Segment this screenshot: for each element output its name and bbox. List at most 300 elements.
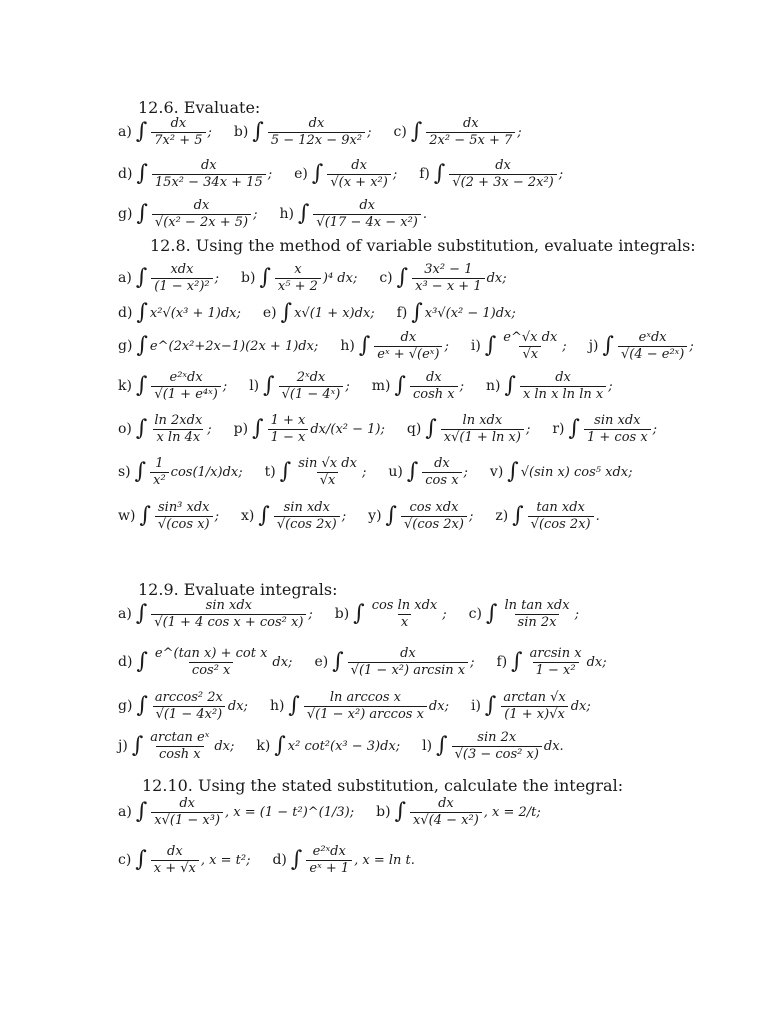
fraction-numerator: cos xdx [409,500,459,515]
fraction [151,796,223,828]
fraction-numerator: dx [438,796,454,811]
expression-tail: ; [267,166,273,182]
fraction [304,690,427,722]
problem-label: g) [118,206,133,223]
problem-label: s) [118,464,131,481]
problem-label: j) [118,738,128,755]
fraction [150,456,169,488]
fraction-denominator: √(cos 2x) [274,516,340,533]
fraction [151,413,205,445]
problem-row [118,158,728,190]
integral-sign-icon: ∫ [135,601,148,627]
fraction [452,730,542,762]
expression-tail: x² cot²(x³ − 3)dx; [287,738,401,754]
fraction-numerator: dx [400,330,417,345]
problem-label: f) [396,305,408,321]
problem-item [241,262,357,294]
fraction-numerator: sin³ xdx [157,500,210,515]
fraction-denominator: x [398,614,411,631]
fraction-denominator: √(1 + 4 cos x + cos² x) [151,614,306,631]
problem-item [249,370,350,402]
problem-label: z) [495,508,509,525]
fraction-denominator: cos² x [189,662,233,679]
fraction-numerator: 1 [155,456,164,471]
problem-label: p) [233,421,249,438]
fraction-numerator: sin √x dx [298,456,357,471]
problem-item [118,116,212,148]
integral-sign-icon: ∫ [332,649,344,675]
problem-label: d) [272,852,287,869]
problem-label: l) [422,738,433,755]
problem-item [471,330,567,362]
fraction-numerator: arctan √x [503,690,566,705]
problem-item [388,456,468,488]
fraction-denominator: cosh x [410,386,458,403]
problem-label: k) [118,378,132,395]
fraction [584,413,651,445]
expression-tail: ; [207,421,212,437]
problem-label: y) [368,508,382,525]
integral-sign-icon: ∫ [406,459,419,485]
fraction-numerator: dx [434,456,450,471]
problem-label: c) [393,124,407,141]
fraction [268,413,309,445]
problem-label: l) [249,378,260,395]
integral-sign-icon: ∫ [131,733,144,759]
fraction-denominator: sin 2x [515,614,560,631]
fraction-numerator: arccos² 2x [154,690,223,705]
problem-row [118,796,728,828]
problem-item [263,302,375,324]
expression-tail: ; [689,338,694,354]
integral-sign-icon: ∫ [511,649,523,675]
fraction [374,330,442,362]
fraction-numerator: 3x² − 1 [424,262,473,277]
fraction-denominator: cos x [422,472,461,489]
problem-item [486,370,613,402]
integral-sign-icon: ∫ [353,601,365,627]
fraction-denominator: eˣ + 1 [306,860,352,877]
fraction [410,370,458,402]
integral-sign-icon: ∫ [136,300,148,325]
problem-item [279,198,427,230]
fraction [152,198,251,230]
integral-sign-icon: ∫ [135,799,148,825]
problem-item [118,158,272,190]
integral-sign-icon: ∫ [602,333,614,359]
problem-label: a) [118,606,132,623]
fraction-numerator: ln arccos x [329,690,401,705]
fraction-numerator: dx [200,158,217,173]
fraction-numerator: e^√x dx [503,330,558,345]
expression-tail: , x = (1 − t²)^(1/3); [225,804,355,820]
problem-row [118,198,728,230]
problem-row [118,730,728,762]
problem-row [118,456,728,488]
integral-sign-icon: ∫ [297,201,310,227]
fraction [151,116,205,148]
fraction-denominator: x√(1 − x³) [151,812,223,829]
problem-label: g) [118,338,133,355]
integral-sign-icon: ∫ [436,733,448,759]
expression-tail: ; [558,166,564,182]
fraction-denominator: √(1 − x²) arccos x [304,706,427,723]
problem-label: b) [376,804,391,821]
fraction-numerator: ln tan xdx [504,598,570,613]
problem-item [471,690,591,722]
expression-tail: ; [525,421,531,437]
fraction [449,158,556,190]
problem-label: t) [264,464,276,481]
problem-item [118,730,234,762]
integral-sign-icon: ∫ [512,503,524,529]
problem-label: x) [240,508,255,525]
problem-label: h) [279,206,294,223]
problem-label: r) [552,421,565,438]
problem-label: o) [118,421,132,438]
integral-sign-icon: ∫ [136,333,148,359]
section-heading: 12.8. Using the method of variable substitution, evaluate integrals: [150,236,696,255]
problem-item [118,844,250,876]
fraction [279,370,344,402]
fraction [152,158,266,190]
integral-sign-icon: ∫ [504,373,516,399]
problem-item [118,500,219,532]
expression-tail: dx; [570,698,591,714]
expression-tail: dx/(x² − 1); [310,421,385,437]
section-heading: 12.6. Evaluate: [138,98,261,117]
problem-label: d) [118,305,133,321]
problem-label: m) [371,378,391,395]
fraction [313,198,420,230]
fraction-denominator: eˣ + √(eˣ) [374,346,442,363]
problem-item [118,262,219,294]
fraction [401,500,467,532]
integral-sign-icon: ∫ [394,373,406,399]
fraction-denominator: √(17 − 4x − x²) [313,214,420,231]
fraction [422,456,461,488]
expression-tail: ; [207,124,212,140]
problem-item [469,598,579,630]
fraction [151,844,199,876]
fraction [155,500,213,532]
expression-tail: ; [562,338,567,354]
integral-sign-icon: ∫ [385,503,397,529]
fraction-denominator: x² [150,472,169,489]
expression-tail: ; [392,166,398,182]
problem-label: d) [118,654,133,671]
fraction-denominator: x ln 4x [153,429,203,446]
problem-label: e) [294,166,308,183]
problem-label: i) [470,338,481,355]
fraction-numerator: eˣdx [638,330,667,345]
fraction-numerator: arctan eˣ [150,730,210,745]
fraction-denominator: √(1 − x²) arcsin x [348,662,468,679]
integral-sign-icon: ∫ [290,847,303,873]
integral-sign-icon: ∫ [259,265,271,291]
fraction-numerator: tan xdx [536,500,585,515]
problem-row [118,646,728,678]
expression-tail: dx; [586,654,607,670]
integral-sign-icon: ∫ [134,459,147,485]
fraction [268,116,365,148]
expression-tail: , x = ln t. [354,852,415,868]
integral-sign-icon: ∫ [274,733,286,759]
integral-sign-icon: ∫ [279,459,292,485]
fraction [147,730,212,762]
problem-item [552,413,657,445]
problem-row [118,690,728,722]
problem-item [118,796,354,828]
fraction [426,116,515,148]
problem-item [419,158,563,190]
fraction-numerator: dx [495,158,511,173]
expression-tail: ; [367,124,372,140]
expression-tail: ; [574,606,579,622]
expression-tail: , x = t²; [200,852,251,868]
expression-tail: dx. [543,738,564,754]
problem-label: v) [489,464,504,481]
fraction-numerator: dx [555,370,571,385]
fraction-denominator: x⁵ + 2 [275,278,321,295]
fraction-denominator: 2x² − 5x + 7 [426,132,515,149]
integral-sign-icon: ∫ [135,416,148,442]
expression-tail: ; [459,378,464,394]
fraction [501,598,572,630]
integral-sign-icon: ∫ [396,265,409,291]
expression-tail: ; [470,654,475,670]
problem-row [118,302,728,324]
fraction-numerator: dx [351,158,367,173]
fraction-numerator: sin 2x [477,730,517,745]
fraction-numerator: sin xdx [205,598,252,613]
expression-tail: ; [222,378,228,394]
fraction-denominator: √(x + x²) [327,174,390,191]
problem-label: g) [118,698,133,715]
problem-item [314,646,474,678]
integral-sign-icon: ∫ [135,265,148,291]
expression-tail: dx; [227,698,248,714]
fraction-numerator: dx [308,116,325,131]
fraction [151,598,306,630]
fraction-numerator: x [294,262,302,277]
problem-item [241,500,346,532]
fraction-numerator: dx [359,198,375,213]
expression-tail: ; [345,378,350,394]
fraction-denominator: √(x² − 2x + 5) [152,214,251,231]
fraction-denominator: x³ − x + 1 [412,278,484,295]
integral-sign-icon: ∫ [311,161,324,187]
fraction [500,330,560,362]
problem-item [118,646,292,678]
fraction-denominator: √x [519,346,541,363]
problem-item [407,413,530,445]
integral-sign-icon: ∫ [136,201,148,227]
integral-sign-icon: ∫ [135,373,148,399]
fraction-denominator: √(1 + e⁴ˣ) [151,386,220,403]
expression-tail: ; [463,464,468,480]
fraction-denominator: √(1 − 4x²) [153,706,226,723]
problem-label: f) [419,166,430,183]
problem-item [118,413,212,445]
expression-tail: dx; [272,654,293,670]
fraction-numerator: xdx [170,262,194,277]
expression-tail: cos(1/x)dx; [170,464,243,480]
expression-tail: x²√(x³ + 1)dx; [149,305,241,321]
problem-item [265,456,367,488]
integral-sign-icon: ∫ [411,300,423,325]
expression-tail: ; [652,421,658,437]
fraction [520,370,606,402]
fraction-denominator: x√(4 − x²) [410,812,482,829]
expression-tail: ; [468,508,474,524]
fraction-denominator: 15x² − 34x + 15 [152,174,266,191]
fraction-numerator: 1 + x [270,413,306,428]
fraction-denominator: 1 − x [268,429,309,446]
problem-item [118,302,241,324]
expression-tail: ; [444,338,449,354]
fraction-denominator: √(cos 2x) [401,516,467,533]
expression-tail: x√(1 + x)dx; [294,305,375,321]
problem-label: w) [118,508,136,525]
fraction-denominator: x√(1 + ln x) [441,429,524,446]
problem-row [118,330,728,362]
fraction [151,262,212,294]
expression-tail: √(sin x) cos⁵ xdx; [520,464,633,480]
integral-sign-icon: ∫ [252,119,264,145]
fraction [528,500,594,532]
expression-tail: e^(2x²+2x−1)(2x + 1)dx; [149,338,319,354]
fraction-numerator: ln xdx [462,413,503,428]
fraction-denominator: √(2 + 3x − 2x²) [449,174,556,191]
problem-label: b) [233,124,249,141]
fraction [441,413,524,445]
problem-label: c) [118,852,132,869]
integral-sign-icon: ∫ [394,799,407,825]
problem-label: d) [118,166,133,183]
expression-tail: )⁴ dx; [322,270,358,286]
fraction-numerator: ln 2xdx [154,413,203,428]
integral-sign-icon: ∫ [136,693,148,719]
problem-item [118,370,227,402]
problem-label: h) [269,698,285,715]
problem-row [118,598,728,630]
expression-tail: , x = 2/t; [483,804,541,820]
expression-tail: ; [308,606,313,622]
fraction-denominator: √(cos 2x) [528,516,594,533]
problem-item [397,302,516,324]
integral-sign-icon: ∫ [425,416,437,442]
fraction [295,456,360,488]
problem-row [118,844,728,876]
fraction-numerator: e²ˣdx [312,844,346,859]
expression-tail: ; [253,206,258,222]
fraction-denominator: √(3 − cos² x) [452,746,542,763]
fraction-numerator: 2ˣdx [296,370,326,385]
problem-item [376,796,541,828]
problem-item [589,330,694,362]
fraction [327,158,390,190]
fraction-numerator: dx [400,646,416,661]
problem-item [234,116,372,148]
fraction-numerator: dx [179,796,195,811]
problem-item [234,413,385,445]
fraction [152,646,271,678]
problem-item [118,335,318,357]
problem-label: b) [241,270,256,287]
fraction-denominator: (1 − x²)² [151,278,212,295]
problem-item [118,456,243,488]
problem-item [368,500,473,532]
integral-sign-icon: ∫ [135,847,147,873]
problem-row [118,500,728,532]
expression-tail: . [595,508,600,524]
fraction [618,330,687,362]
expression-tail: ; [214,270,219,286]
fraction-denominator: (1 + x)√x [501,706,568,723]
fraction [275,262,321,294]
problem-item [372,370,464,402]
problem-label: q) [406,421,422,438]
fraction [369,598,441,630]
integral-sign-icon: ∫ [258,503,270,529]
fraction-denominator: x + √x [151,860,199,877]
integral-sign-icon: ∫ [433,161,446,187]
problem-item [118,690,248,722]
fraction-numerator: dx [425,370,442,385]
expression-tail: x³√(x² − 1)dx; [424,305,516,321]
problem-item [272,844,414,876]
problem-label: h) [340,338,355,355]
fraction-denominator: √(cos x) [155,516,213,533]
fraction [274,500,340,532]
problem-label: a) [118,124,132,141]
problem-label: f) [496,654,508,671]
fraction-numerator: arcsin x [529,646,582,661]
fraction-numerator: dx [167,844,183,859]
fraction-denominator: 7x² + 5 [151,132,205,149]
fraction-denominator: 1 + cos x [584,429,651,446]
problem-label: b) [334,606,350,623]
expression-tail: ; [214,508,219,524]
problem-row [118,116,728,148]
fraction-numerator: dx [170,116,187,131]
integral-sign-icon: ∫ [358,333,371,359]
fraction-denominator: x ln x ln ln x [520,386,606,403]
expression-tail: . [422,206,427,222]
expression-tail: ; [517,124,522,140]
problem-row [118,413,728,445]
integral-sign-icon: ∫ [136,649,148,675]
fraction-denominator: √(1 − 4ˣ) [279,386,344,403]
problem-label: j) [588,338,599,355]
problem-item [495,500,599,532]
fraction [151,370,220,402]
fraction [412,262,484,294]
fraction-denominator: cosh x [156,746,204,763]
problem-label: n) [485,378,501,395]
fraction-numerator: sin xdx [283,500,330,515]
fraction-denominator: √(4 − e²ˣ) [618,346,687,363]
expression-tail: ; [442,606,447,622]
problem-label: i) [470,698,481,715]
expression-tail: ; [341,508,347,524]
problem-label: u) [388,464,403,481]
problem-label: c) [379,270,393,287]
fraction-denominator: √x [317,472,339,489]
integral-sign-icon: ∫ [252,416,264,442]
problem-label: e) [262,305,277,321]
